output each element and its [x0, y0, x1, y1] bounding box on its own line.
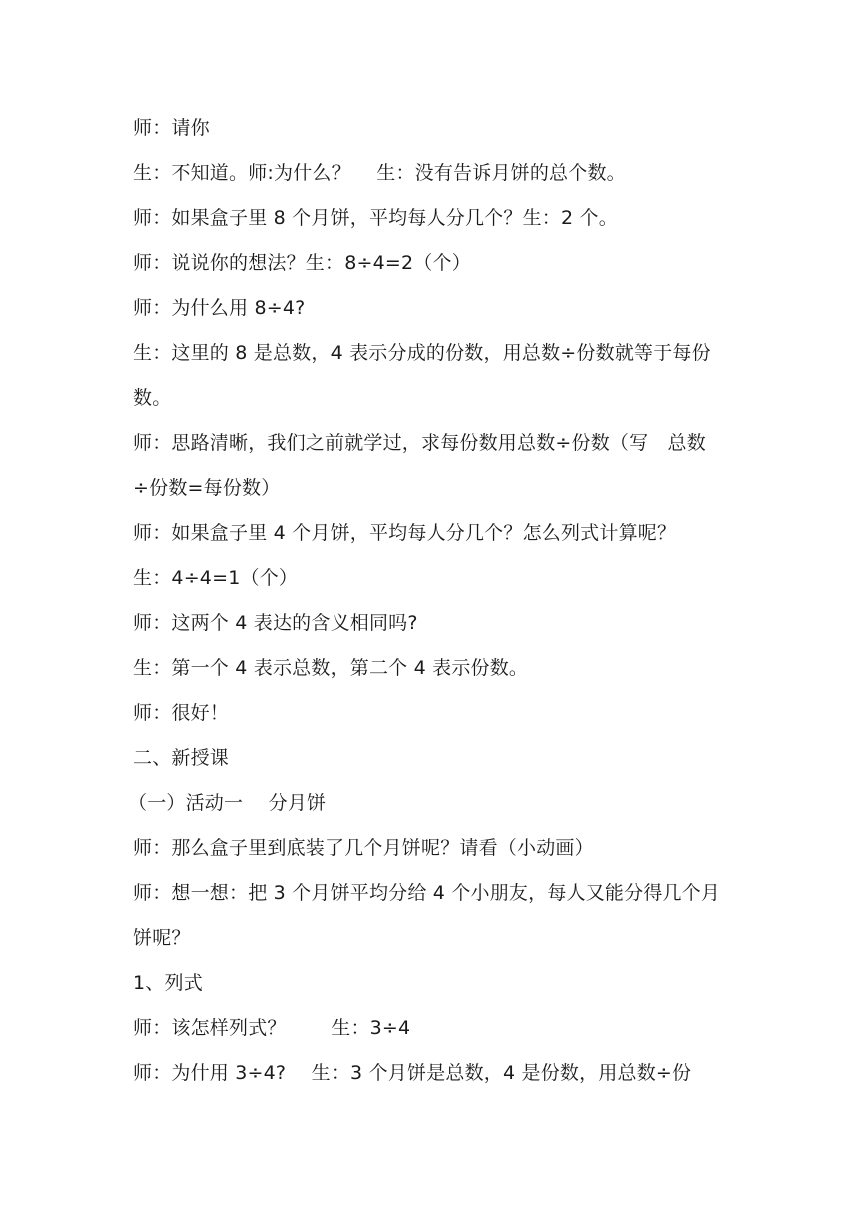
- dialogue-line-16: 师：为什用 3÷4? 生：3 个月饼是总数，4 是份数，用总数÷份: [133, 1062, 692, 1084]
- dialogue-line-1: 师：请你: [133, 117, 210, 139]
- section-heading: 二、新授课: [133, 747, 230, 769]
- step-heading: 1、列式: [133, 972, 203, 994]
- dialogue-line-8: 师：如果盒子里 4 个月饼，平均每人分几个？怎么列式计算呢？: [133, 522, 677, 544]
- dialogue-line-10: 师：这两个 4 表达的含义相同吗?: [133, 612, 418, 634]
- dialogue-line-2: 生：不知道。师:为什么？ 生：没有告诉月饼的总个数。: [133, 162, 626, 184]
- dialogue-line-7-continued: ÷份数=每份数）: [133, 477, 281, 499]
- dialogue-line-12: 师：很好！: [133, 702, 230, 724]
- subsection-heading: （一）活动一 分月饼: [128, 792, 327, 814]
- dialogue-line-7: 师：思路清晰，我们之前就学过，求每份数用总数÷份数（写 总数: [133, 432, 706, 454]
- dialogue-line-13: 师：那么盒子里到底装了几个月饼呢？请看（小动画）: [133, 837, 594, 859]
- dialogue-line-14: 师：想一想：把 3 个月饼平均分给 4 个小朋友，每人又能分得几个月: [133, 882, 721, 904]
- dialogue-line-4: 师：说说你的想法？生：8÷4=2（个）: [133, 252, 471, 274]
- dialogue-line-5: 师：为什么用 8÷4?: [133, 297, 306, 319]
- dialogue-line-6-continued: 数。: [133, 387, 172, 409]
- dialogue-line-9: 生：4÷4=1（个）: [133, 567, 299, 589]
- dialogue-line-15: 师：该怎样列式？ 生：3÷4: [133, 1017, 411, 1039]
- dialogue-line-11: 生：第一个 4 表示总数，第二个 4 表示份数。: [133, 657, 529, 679]
- dialogue-line-14-continued: 饼呢？: [133, 927, 191, 949]
- dialogue-line-3: 师：如果盒子里 8 个月饼，平均每人分几个？生：2 个。: [133, 207, 618, 229]
- dialogue-line-6: 生：这里的 8 是总数，4 表示分成的份数，用总数÷份数就等于每份: [133, 342, 711, 364]
